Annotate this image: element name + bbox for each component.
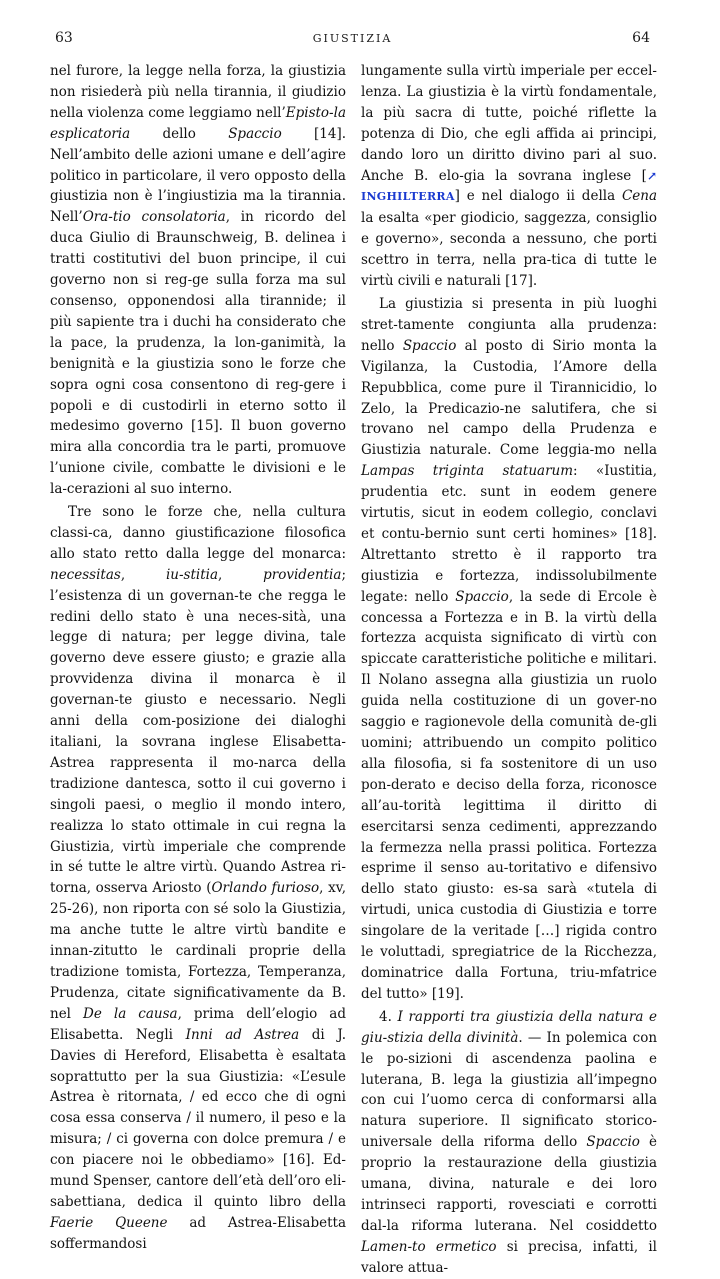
- page-number-right: 64: [632, 30, 650, 46]
- page-number-left: 63: [55, 30, 73, 46]
- paragraph: La giustizia si presenta in più luoghi stret-tamente congiunta alla prudenza: nello Spaccio al posto di Sirio monta la Vigilanza, la Custodia, l’Amore della Repubblica, come pure il Tirannicidio, lo Zelo, la Predicazio-ne salutifera, che si trovano nel campo della Prudenza e Giustizia naturale. Come leggia-mo nella Lampas triginta statuarum: «Iustitia, prudentia etc. sunt in eodem genere virtutis, sicut in eodem collegio, conclavi et contu-bernio sunt certi homines» [18]. Altrettanto stretto è il rapporto tra giustizia e fortezza, indissolubilmente legate: nello Spaccio, la sede di Ercole è concessa a Fortezza e in B. la virtù della fortezza acquista significato di virtù con spiccate caratteristiche politiche e militari. Il Nolano assegna alla giustizia un ruolo guida nella costituzione di un gover-no saggio e ragionevole della comunità de-gli uomini; attribuendo un compito politico alla filosofia, si fa sostenitore di un uso pon-derato e deciso della forza, riconosce all’au-torità legittima il diritto di esercitarsi senza cedimenti, apprezzando la fermezza nella prassi politica. Fortezza esprime il senso au-toritativo e difensivo dello stato giusto: es-sa sarà «tutela di virtudi, unica custodia di Giustizia e torre singolare de la veritade […] rigida contro le voluttadi, spregiatrice de la Ricchezza, dominatrice dalla Fortuna, triu-mfatrice del tutto» [19].: [361, 295, 657, 1002]
- cross-reference-link[interactable]: INGHILTERRA: [361, 190, 455, 204]
- arrow-icon: ↗: [646, 168, 657, 183]
- page-header: [55, 30, 650, 50]
- section-4-paragraph: 4. I rapporti tra giustizia della natura e giu-stizia della divinità. — In polemica con le po-sizioni di ascendenza paolina e luterana, B. lega la giustizia all’impegno con cui l’uomo cerca di conformarsi alla natura superiore. Il significato storico-universale della riforma dello Spaccio è proprio la restaurazione della giustizia umana, divina, naturale e dei loro intrinseci rapporti, rovesciati e corrotti dal-la riforma luterana. Nel cosiddetto Lamen-to ermetico si precisa, infatti, il valore attua-: [361, 1008, 658, 1276]
- paragraph-with-cross-reference: lungamente sulla virtù imperiale per eccel-lenza. La giustizia è la virtù fondamentale, la più sacra di tutte, poiché riflette la potenza di Dio, che egli affida ai principi, dando loro un diritto divino pari al suo. Anche B. elo-gia la sovrana inglese [↗ INGHILTERRA] e nel dialogo ii della Cena la esalta «per giodicio, saggezza, consiglio e governo», seconda a nessuno, che porti scettro in terra, nella pra-tica di tutte le virtù civili e naturali [17].: [361, 63, 657, 290]
- right-column: [361, 61, 657, 1279]
- paragraph: nel furore, la legge nella forza, la giustizia non risiederà più nella tirannia, il giudizio nella violenza come leggiamo nell’Episto-la esplicatoria dello Spaccio [14]. Nell’ambito delle azioni umane e dell’agire politico in particolare, il vero opposto della giustizia non è l’ingiustizia ma la tirannia. Nell’Ora-tio consolatoria, in ricordo del duca Giulio di Braunschweig, B. delinea i tratti costitutivi del buon principe, il cui governo non si reg-ge sulla forza ma sul consenso, opponendosi alla tirannide; il più sapiente tra i duchi ha considerato che la pace, la prudenza, la lon-ganimità, la benignità e la giustizia sono le forze che sopra ogni cosa consentono di reg-gere i popoli e di custodirli in eterno sotto il medesimo governo [15]. Il buon governo mira alla concordia tra le parti, promuove l’unione civile, combatte le divisioni e le la-cerazioni al suo interno.: [50, 63, 347, 498]
- left-column: [50, 61, 346, 1255]
- paragraph: Tre sono le forze che, nella cultura classi-ca, danno giustificazione filosofica allo stato retto dalla legge del monarca: necessitas, iu-stitia, providentia; l’esistenza di un governan-te che regga le redini dello stato è una neces-sità, una legge di natura; per legge divina, tale governo deve essere giusto; e grazie alla provvidenza divina il monarca è il governan-te giusto e necessario. Negli anni della com-posizione dei dialoghi italiani, la sovrana inglese Elisabetta-Astrea rappresenta il mo-narca della tradizione dantesca, sotto il cui governo i singoli paesi, o meglio il mondo intero, realizza lo stato ottimale in cui regna la Giustizia, virtù imperiale che comprende in sé tutte le altre virtù. Quando Astrea ri-torna, osserva Ariosto (Orlando furioso, xv, 25-26), non riporta con sé solo la Giustizia, ma anche tutte le altre virtù bandite e innan-zitutto le cardinali proprie della tradizione tomista, Fortezza, Temperanza, Prudenza, citate significativamente da B. nel De la causa, prima dell’elogio ad Elisabetta. Negli Inni ad Astrea di J. Davies di Hereford, Elisabetta è esaltata soprattutto per la sua Giustizia: «L’esule Astrea è ritornata, / ed ecco che di ogni cosa essa conserva / il numero, il peso e la misura; / ci governa con dolce premura / e con piacere noi le obbediamo» [16]. Ed-mund Spenser, cantore dell’età dell’oro eli-sabettiana, dedica il quinto libro della Faerie Queene ad Astrea-Elisabetta soffermandosi: [50, 504, 347, 1252]
- running-title: GIUSTIZIA: [312, 32, 393, 45]
